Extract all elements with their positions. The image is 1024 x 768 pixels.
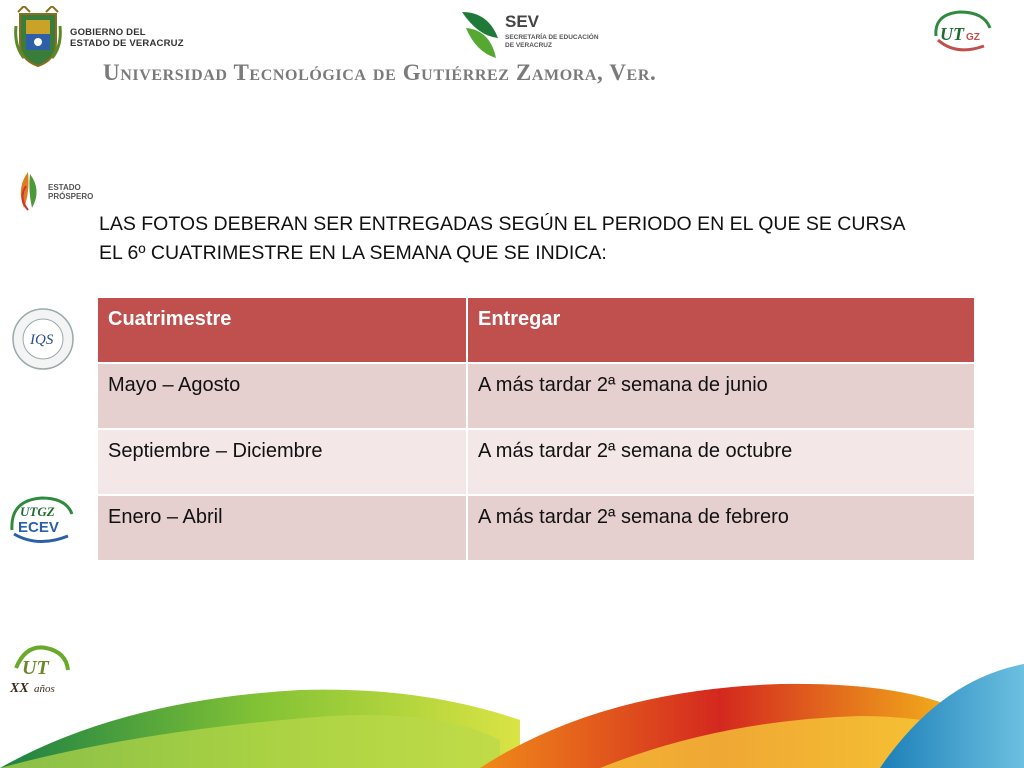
entregar-cell: A más tardar 2ª semana de junio xyxy=(467,363,975,429)
cuatrimestre-cell: Mayo – Agosto xyxy=(97,363,467,429)
svg-text:UT: UT xyxy=(940,24,964,44)
svg-text:ECEV: ECEV xyxy=(18,519,59,536)
entregar-cell: A más tardar 2ª semana de febrero xyxy=(467,495,975,561)
university-title: Universidad Tecnológica de Gutiérrez Zamora, Ver. xyxy=(103,60,657,85)
estado-prospero-icon xyxy=(14,168,44,212)
veracruz-coat-of-arms-icon xyxy=(14,6,62,68)
svg-text:UT: UT xyxy=(22,657,49,679)
header-entregar: Entregar xyxy=(467,297,975,363)
sev-subtitle xyxy=(505,34,599,49)
prospero-line1: ESTADO xyxy=(48,183,81,192)
gov-text-line1: GOBIERNO DEL xyxy=(70,27,146,38)
cuatrimestre-cell: Enero – Abril xyxy=(97,495,467,561)
rainbow-swoosh-icon xyxy=(0,660,1024,768)
cuatrimestre-cell: Septiembre – Diciembre xyxy=(97,429,467,495)
prospero-line2: PRÓSPERO xyxy=(48,192,94,201)
instructions-line1: LAS FOTOS DEBERAN SER ENTREGADAS SEGÚN EL PERIODO EN EL QUE SE CURSA xyxy=(99,213,906,235)
table-row xyxy=(97,495,975,561)
entregar-cell: A más tardar 2ª semana de octubre xyxy=(467,429,975,495)
ecev-logo-icon xyxy=(6,490,76,550)
gov-text-line2: ESTADO DE VERACRUZ xyxy=(70,38,184,49)
instructions-line2: EL 6º CUATRIMESTRE EN LA SEMANA QUE SE INDICA: xyxy=(99,242,607,264)
instructions-text xyxy=(99,210,959,268)
estado-prospero-text xyxy=(48,183,93,201)
svg-text:IQS: IQS xyxy=(30,332,54,348)
sev-subtitle-line1: SECRETARÍA DE EDUCACIÓN xyxy=(505,34,599,41)
delivery-schedule-table xyxy=(96,296,976,562)
table-header-row xyxy=(97,297,975,363)
table-row xyxy=(97,363,975,429)
svg-text:UTGZ: UTGZ xyxy=(20,504,55,519)
svg-text:GZ: GZ xyxy=(966,32,980,43)
ios-certification-seal-icon xyxy=(10,306,76,372)
sev-leaf-icon xyxy=(458,8,502,60)
sev-title: SEV xyxy=(505,12,540,31)
svg-text:años: años xyxy=(34,683,55,695)
header-cuatrimestre: Cuatrimestre xyxy=(97,297,467,363)
utgz-logo-icon xyxy=(926,6,996,58)
table-row xyxy=(97,429,975,495)
gov-veracruz-text xyxy=(70,27,184,49)
svg-text:XX: XX xyxy=(10,681,29,696)
sev-subtitle-line2: DE VERACRUZ xyxy=(505,41,552,49)
